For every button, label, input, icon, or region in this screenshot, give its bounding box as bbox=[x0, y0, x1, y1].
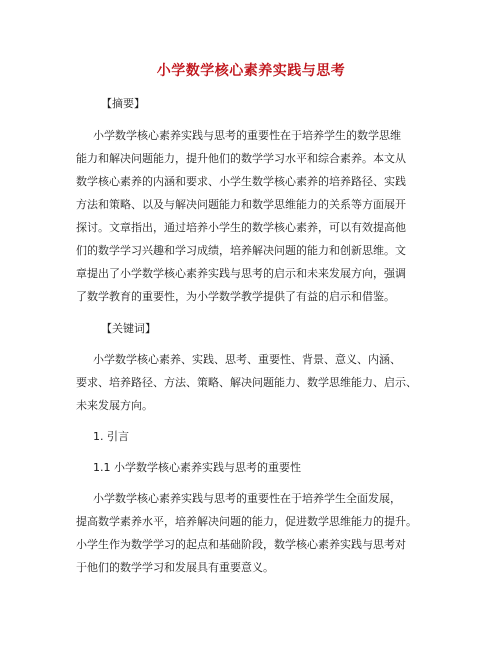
body-line: 提高数学素养水平，培养解决问题的能力，促进数学思维能力的提升。 bbox=[76, 515, 417, 528]
body-line: 小学生作为数学学习的起点和基础阶段，数学核心素养实践与思考对 bbox=[76, 538, 406, 551]
abstract-line: 了数学教育的重要性，为小学数学教学提供了有益的启示和借鉴。 bbox=[76, 290, 395, 303]
abstract-line: 们的数学学习兴趣和学习成绩，培养解决问题的能力和创新思维。文 bbox=[76, 244, 406, 257]
abstract-heading: 【摘要】 bbox=[101, 97, 145, 110]
keywords-line: 未来发展方向。 bbox=[76, 399, 153, 412]
abstract-line: 章提出了小学数学核心素养实践与思考的启示和未来发展方向，强调 bbox=[76, 267, 406, 280]
body-line: 小学数学核心素养实践与思考的重要性在于培养学生全面发展， bbox=[93, 492, 401, 505]
keywords-line: 要求、培养路径、方法、策略、解决问题能力、数学思维能力、启示、 bbox=[76, 376, 417, 389]
section-1-1-heading: 1.1 小学数学核心素养实践与思考的重要性 bbox=[93, 461, 301, 474]
keywords-line: 小学数学核心素养、实践、思考、重要性、背景、意义、内涵、 bbox=[93, 353, 401, 366]
abstract-line: 能力和解决问题能力，提升他们的数学学习水平和综合素养。本文从 bbox=[76, 152, 406, 165]
abstract-line: 方法和策略、以及与解决问题能力和数学思维能力的关系等方面展开 bbox=[76, 198, 406, 211]
section-1-heading: 1. 引言 bbox=[93, 430, 129, 443]
document-title: 小学数学核心素养实践与思考 bbox=[156, 63, 346, 79]
abstract-line: 探讨。文章指出，通过培养小学生的数学核心素养，可以有效提高他 bbox=[76, 221, 406, 234]
abstract-line: 数学核心素养的内涵和要求、小学生数学核心素养的培养路径、实践 bbox=[76, 175, 406, 188]
keywords-heading: 【关键词】 bbox=[101, 322, 156, 335]
abstract-line: 小学数学核心素养实践与思考的重要性在于培养学生的数学思维 bbox=[93, 129, 401, 142]
body-line: 于他们的数学学习和发展具有重要意义。 bbox=[76, 561, 274, 574]
